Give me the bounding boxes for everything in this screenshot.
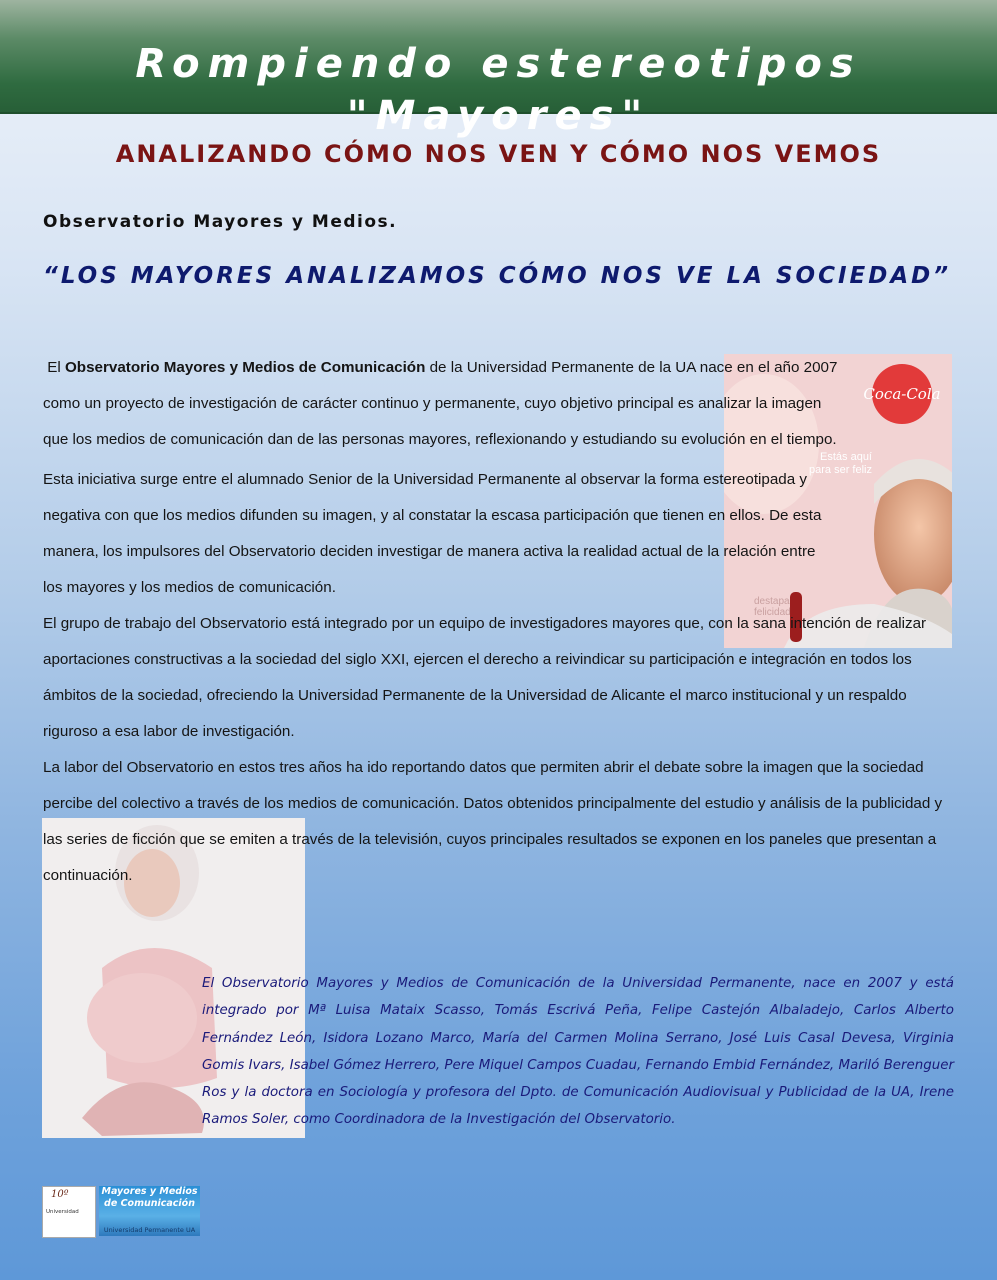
mayores-medios-logo	[99, 1186, 200, 1236]
ad-line-4: felicidad	[754, 607, 791, 618]
logo-title: Mayores y Medios de Comunicación	[101, 1186, 198, 1209]
paragraph-1-rest: de la Universidad Permanente de la UA nace en el año 2007 como un proyecto de investigación de carácter continuo y permanente, cuyo objetivo principal es analizar la imagen que los medios de comunicación dan de las personas mayores, reflexionando y estudiando su evolución en el tiempo.	[43, 359, 838, 448]
anniversary-university: Universidad	[46, 1209, 79, 1215]
coca-cola-logo: Coca-Cola	[863, 385, 941, 403]
paragraph-1	[43, 350, 838, 458]
page-title: Rompiendo estereotipos "Mayores"	[135, 41, 862, 139]
tenth-anniversary-logo	[42, 1186, 96, 1238]
ad-line-2: para ser feliz	[809, 464, 872, 476]
credits-text: El Observatorio Mayores y Medios de Comunicación de la Universidad Permanente, nace en 2007 y está integrado por Mª Luisa Mataix Scasso, Tomás Escrivá Peña, Felipe Castejón Albaladejo, Carlos Alberto Fernández León, Isidora Lozano Marco, María del Carmen Molina Serrano, José Luis Casal Devesa, Virginia Gomis Ivars, Isabel Gómez Herrero, Pere Miquel Campos Cuadau, Fernando Embid Fernández, Mariló Berenguer Ros y la doctora en Sociología y profesora del Dpto. de Comunicación Audiovisual y Publicidad de la UA, Irene Ramos Soler, como Coordinadora de la Investigación del Observatorio.	[202, 976, 954, 1128]
paragraph-1-bold: Observatorio Mayores y Medios de Comunicación	[64, 359, 426, 376]
logo-subtitle: Universidad Permanente UA	[103, 1226, 196, 1234]
page-header	[0, 0, 997, 139]
paragraph-1-lead: El	[47, 359, 61, 376]
intro-text	[43, 350, 953, 894]
ad-line-3: destapa	[754, 596, 790, 607]
observatory-label: Observatorio Mayores y Medios.	[43, 212, 398, 232]
ad-line-1: Estás aquí	[820, 451, 872, 463]
paragraph-4: La labor del Observatorio en estos tres años ha ido reportando datos que permiten abrir el debate sobre la imagen que la sociedad percibe del colectivo a través de los medios de comunicación. Datos obtenidos principalmente del estudio y análisis de la publicidad y las series de ficción que se emiten a través de la televisión, cuyos principales resultados se exponen en los paneles que presentan a continuación.	[43, 759, 943, 884]
section-subtitle: ANALIZANDO CÓMO NOS VEN Y CÓMO NOS VEMOS	[115, 140, 882, 168]
anniversary-number: 10º	[51, 1189, 69, 1200]
headline-quote: “LOS MAYORES ANALIZAMOS CÓMO NOS VE LA SOCIEDAD”	[43, 263, 952, 289]
paragraph-2: Esta iniciativa surge entre el alumnado Senior de la Universidad Permanente al observar la forma estereotipada y negativa con que los medios difunden su imagen, y al constatar la escasa participación que tienen en ellos. De esta manera, los impulsores del Observatorio deciden investigar de manera activa la realidad actual de la relación entre los mayores y los medios de comunicación.	[43, 471, 822, 596]
paragraph-3: El grupo de trabajo del Observatorio está integrado por un equipo de investigadores mayores que, con la sana intención de realizar aportaciones constructivas a la sociedad del siglo XXI, ejercen el derecho a reivindicar su participación e integración en todos los ámbitos de la sociedad, ofreciendo la Universidad Permanente de la Universidad de Alicante el marco institucional y un respaldo riguroso a esa labor de investigación.	[43, 615, 927, 740]
